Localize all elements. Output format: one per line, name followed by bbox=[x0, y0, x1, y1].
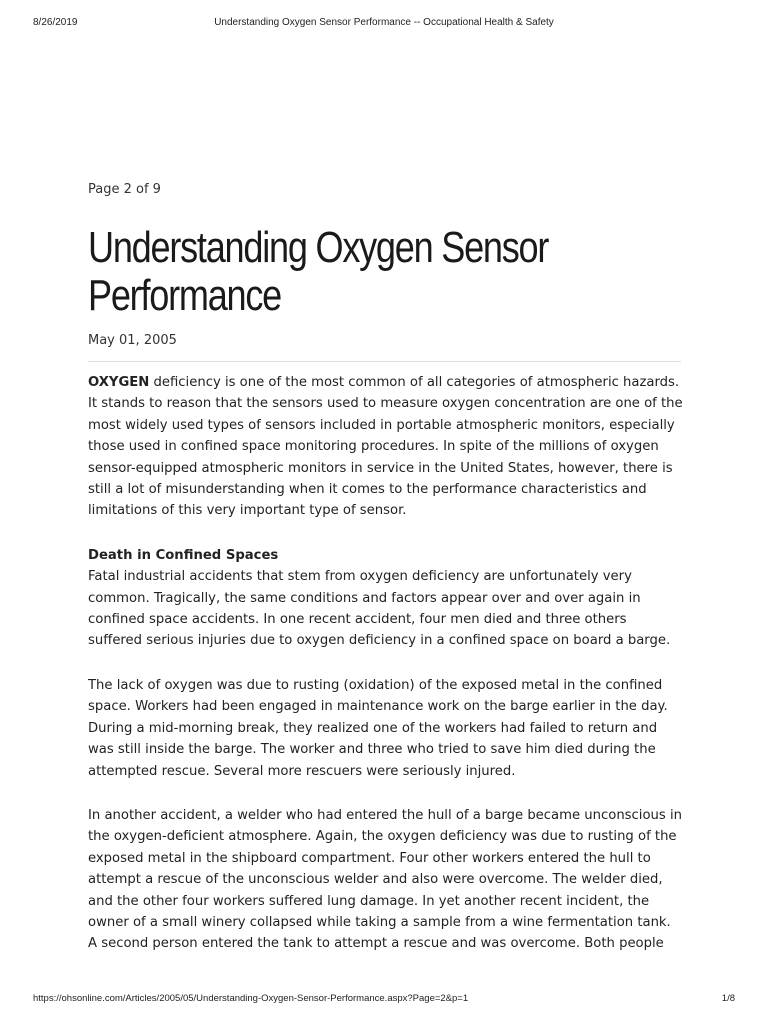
divider bbox=[88, 361, 681, 362]
body-paragraph-3: In another accident, a welder who had entered the hull of a barge became unconscious in the oxygen-deficient atmosphere. Again, the oxygen deficiency was due to rusting of the exposed metal in the shipboard compartment. Four other workers entered the hull to attempt a rescue of the unconscious welder and also were overcome. The welder died, and the other four workers suffered lung damage. In yet another recent incident, the owner of a small winery collapsed while taking a sample from a wine fermentation tank. A second person entered the tank to attempt a rescue and was overcome. Both people bbox=[88, 807, 682, 952]
article-title: Understanding Oxygen Sensor Performance bbox=[88, 223, 549, 320]
section-paragraph bbox=[88, 545, 683, 652]
article-body bbox=[88, 372, 683, 978]
article-date: May 01, 2005 bbox=[88, 333, 177, 348]
intro-paragraph bbox=[88, 372, 683, 522]
intro-lead-word: OXYGEN bbox=[88, 375, 150, 390]
section-text: Fatal industrial accidents that stem from oxygen deficiency are unfortunately very common. Tragically, the same conditions and factors appear over and over again in confined space accidents. In one recent accident, four men died and three others suffered serious injuries due to oxygen deficiency in a confined space on board a barge. bbox=[88, 569, 671, 649]
page-indicator: Page 2 of 9 bbox=[88, 182, 161, 197]
section-heading: Death in Confined Spaces bbox=[88, 547, 279, 563]
intro-text: deficiency is one of the most common of all categories of atmospheric hazards. It stands to reason that the sensors used to measure oxygen concentration are one of the most widely used types of sensors included in portable atmospheric monitors, especially those used in confined space monitoring procedures. In spite of the millions of oxygen sensor-equipped atmospheric monitors in service in the United States, however, there is still a lot of misunderstanding when it comes to the performance characteristics and limitations of this very important type of sensor. bbox=[88, 375, 683, 519]
print-footer-url: https://ohsonline.com/Articles/2005/05/Understanding-Oxygen-Sensor-Performance.aspx?Page=2&p=1 bbox=[33, 993, 469, 1004]
print-header-title: Understanding Oxygen Sensor Performance -- Occupational Health & Safety bbox=[214, 17, 554, 28]
print-footer-page-number: 1/8 bbox=[721, 993, 735, 1004]
print-date: 8/26/2019 bbox=[33, 17, 78, 28]
body-paragraph-2: The lack of oxygen was due to rusting (oxidation) of the exposed metal in the confined space. Workers had been engaged in maintenance work on the barge earlier in the day. During a mid-morning break, they realized one of the workers had failed to return and was still inside the barge. The worker and three who tried to save him died during the attempted rescue. Several more rescuers were seriously injured. bbox=[88, 677, 668, 779]
